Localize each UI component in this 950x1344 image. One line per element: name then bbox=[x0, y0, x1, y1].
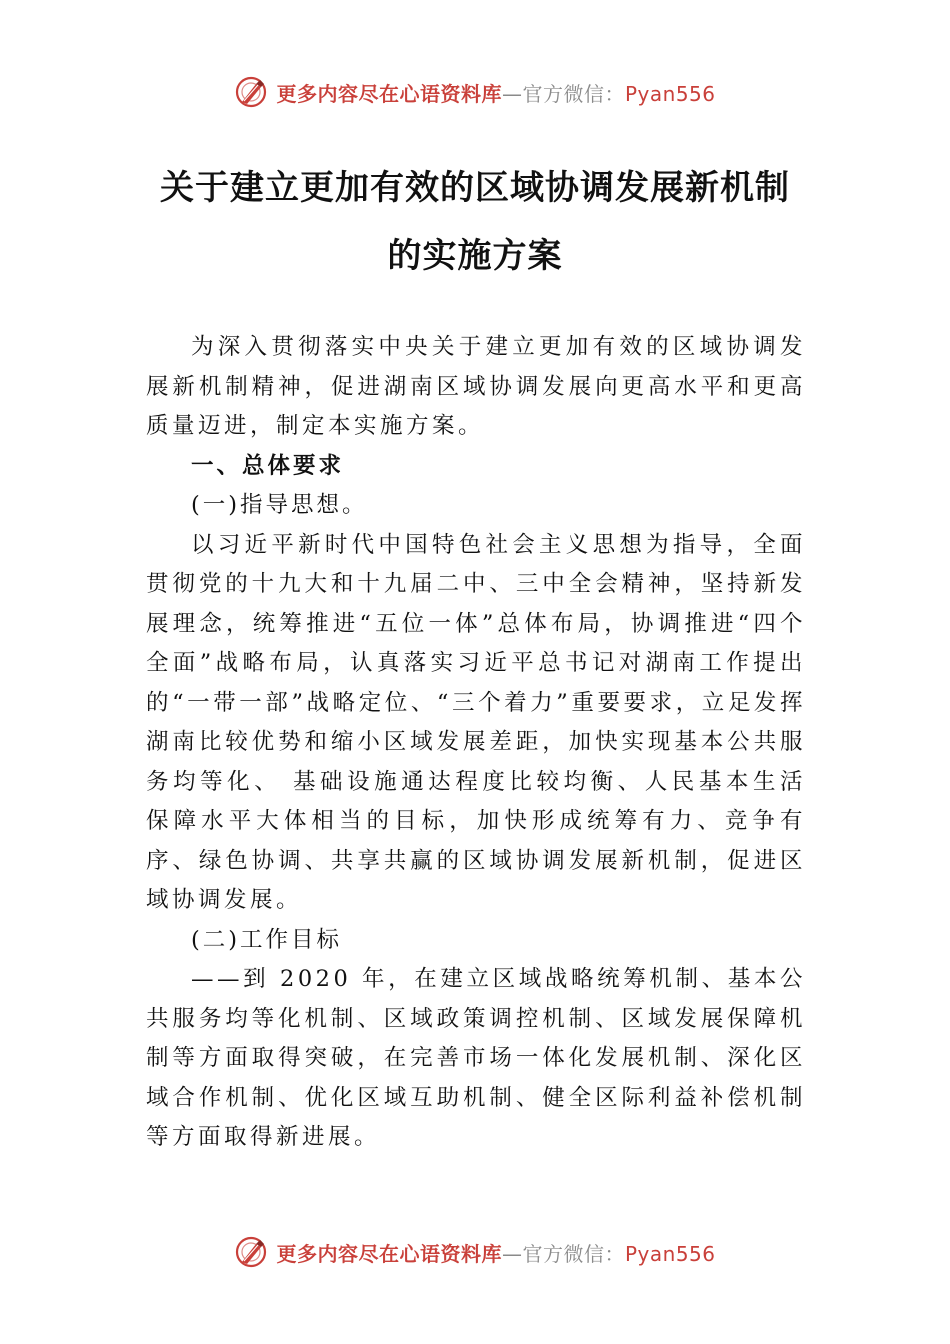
document-body bbox=[146, 328, 806, 1158]
watermark-wechat-label: —官方微信： bbox=[501, 1241, 625, 1266]
pen-nib-logo-icon bbox=[234, 75, 268, 109]
footer-watermark bbox=[0, 1232, 950, 1272]
watermark-wechat-label: —官方微信： bbox=[501, 81, 625, 106]
subsection-heading-2: (二)工作目标 bbox=[191, 926, 343, 953]
section-heading: 一、总体要求 bbox=[191, 452, 345, 479]
document-title-line-2: 的实施方案 bbox=[387, 236, 563, 276]
header-watermark bbox=[0, 72, 950, 112]
watermark-brand: 更多内容尽在心语资料库 bbox=[276, 1241, 502, 1266]
intro-paragraph: 为深入贯彻落实中央关于建立更加有效的区域协调发展新机制精神，促进湖南区域协调发展向更高水平和更高质量迈进，制定本实施方案。 bbox=[146, 334, 806, 439]
work-goals-paragraph: ——到 2020 年，在建立区域战略统筹机制、基本公共服务均等化机制、区域政策调控机制、区域发展保障机制等方面取得突破，在完善市场一体化发展机制、深化区域合作机制、优化区域互助机制、健全区际利益补偿机制等方面取得新进展。 bbox=[146, 966, 806, 1150]
guiding-ideology-paragraph: 以习近平新时代中国特色社会主义思想为指导，全面贯彻党的十九大和十九届二中、三中全会精神，坚持新发展理念，统筹推进“五位一体”总体布局，协调推进“四个全面”战略布局，认真落实习近平总书记对湖南工作提出的“一带一部”战略定位、“三个着力”重要要求，立足发挥湖南比较优势和缩小区域发展差距，加快实现基本公共服务均等化、 基础设施通达程度比较均衡、人民基本生活保障水平大体相当的目标，加快形成统筹有力、竞争有序、绿色协调、共享共赢的区域协调发展新机制，促进区域协调发展。 bbox=[146, 531, 806, 913]
watermark-text bbox=[276, 1238, 715, 1267]
watermark-wechat-id: Pyan556 bbox=[624, 1241, 716, 1266]
watermark-text bbox=[276, 78, 715, 107]
watermark-wechat-id: Pyan556 bbox=[624, 81, 716, 106]
document-title-line-1: 关于建立更加有效的区域协调发展新机制 bbox=[160, 168, 790, 208]
watermark-brand: 更多内容尽在心语资料库 bbox=[276, 81, 502, 106]
subsection-heading-1: (一)指导思想。 bbox=[191, 492, 368, 518]
pen-nib-logo-icon bbox=[234, 1235, 268, 1269]
